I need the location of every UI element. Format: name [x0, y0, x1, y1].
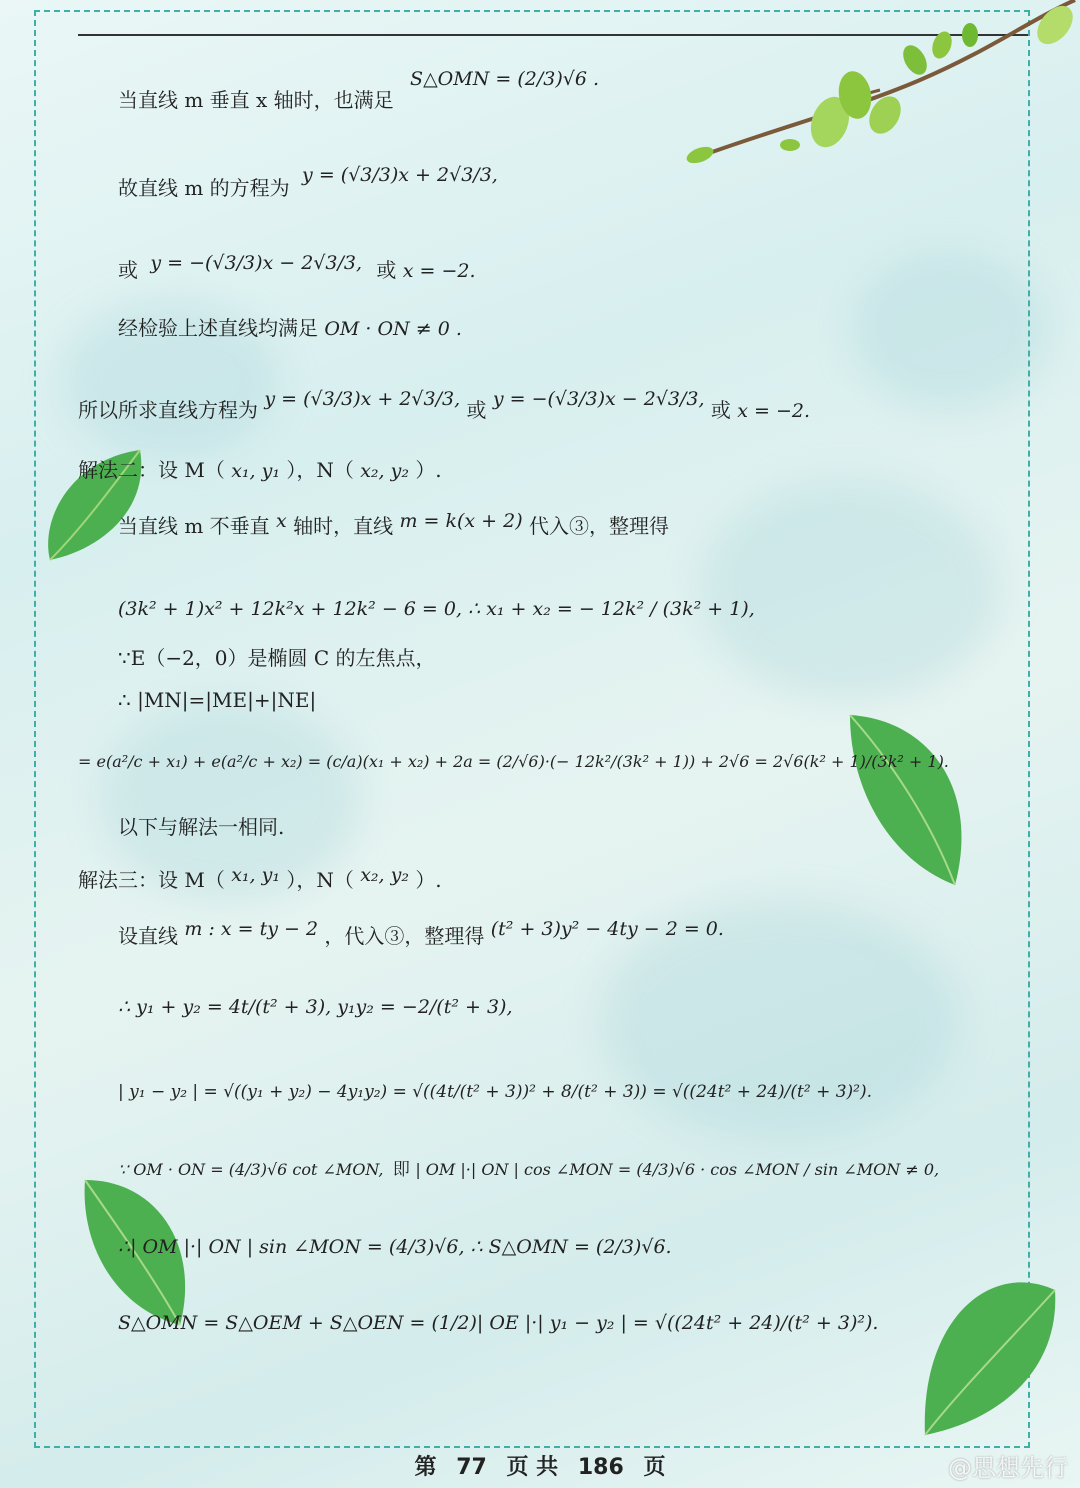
line-text: 或: [466, 398, 487, 422]
line-text: ∵E（−2，0）是椭圆 C 的左焦点，: [118, 646, 436, 670]
text-line: [118, 1310, 878, 1335]
text-line: [118, 510, 670, 539]
line-text: ），N（: [286, 458, 354, 482]
footer-text: 页 共: [506, 1455, 559, 1480]
page-footer: [0, 1450, 1080, 1481]
footer-text: 第: [414, 1455, 437, 1480]
text-line: [118, 68, 600, 113]
math-expression: ∵ OM · ON = (4/3)√6 cot ∠MON,: [118, 1160, 384, 1179]
line-text: 所以所求直线方程为: [78, 398, 258, 422]
math-expression: x₁, y₁: [231, 460, 280, 482]
text-line: [118, 1078, 872, 1102]
text-line: [118, 1160, 939, 1180]
text-line: [78, 458, 442, 483]
math-expression: S△OMN = (2/3)√6 .: [410, 68, 600, 90]
line-text: ）.: [415, 868, 442, 892]
text-line: [118, 164, 498, 201]
math-expression: | OM |·| ON | cos ∠MON = (4/3)√6 · cos ∠MON / sin ∠MON ≠ 0,: [415, 1160, 940, 1179]
text-line: [118, 316, 462, 341]
line-text: ∴ |MN|=|ME|+|NE|: [118, 688, 317, 712]
line-text: ，代入③，整理得: [324, 924, 485, 948]
text-line: [118, 688, 316, 712]
text-line: [118, 1234, 672, 1259]
math-expression: S△OMN = S△OEM + S△OEN = (1/2)| OE |·| y₁ − y₂ | = √((24t² + 24)/(t² + 3)²).: [118, 1312, 879, 1334]
text-line: [118, 994, 513, 1019]
text-line: [118, 646, 436, 670]
line-text: ），N（: [286, 868, 354, 892]
math-expression: ∴ y₁ + y₂ = 4t/(t² + 3), y₁y₂ = −2/(t² + 3),: [118, 996, 513, 1018]
text-line: [78, 752, 949, 772]
line-text: 或: [376, 258, 397, 282]
math-expression: y = −(√3/3)x − 2√3/3,: [492, 388, 705, 410]
text-line: [78, 864, 442, 893]
line-text: 以下与解法一相同.: [118, 815, 285, 839]
text-line: [118, 596, 755, 621]
footer-text: 页: [643, 1455, 666, 1480]
math-expression: (t² + 3)y² − 4ty − 2 = 0.: [490, 918, 724, 940]
math-expression: y = (√3/3)x + 2√3/3,: [264, 388, 461, 410]
line-text: 故直线 m 的方程为: [118, 176, 290, 200]
math-expression: m = k(x + 2): [399, 510, 523, 532]
line-text: 解法三：设 M（: [78, 868, 225, 892]
math-expression: x₁, y₁: [231, 864, 280, 886]
line-text: ）.: [415, 458, 442, 482]
math-expression: OM · ON ≠ 0 .: [324, 318, 462, 340]
page-number: 77: [456, 1455, 487, 1480]
watermark: @思想先行: [948, 1454, 1068, 1482]
math-expression: x = −2.: [402, 260, 476, 282]
math-expression: x₂, y₂: [360, 460, 409, 482]
line-text: 解法二：设 M（: [78, 458, 225, 482]
line-text: 代入③，整理得: [529, 514, 670, 538]
line-text: 或: [710, 398, 731, 422]
math-expression: m : x = ty − 2: [184, 918, 319, 940]
line-text: 当直线 m 不垂直: [118, 514, 270, 538]
text-line: [118, 252, 476, 283]
math-expression: (3k² + 1)x² + 12k²x + 12k² − 6 = 0, ∴ x₁ + x₂ = − 12k² / (3k² + 1),: [118, 598, 755, 620]
leaf-illustration: [840, 700, 980, 900]
line-text: 经检验上述直线均满足: [118, 316, 318, 340]
text-line: [118, 815, 284, 839]
text-line: [118, 918, 724, 949]
line-text: 或: [118, 258, 138, 282]
leaf-illustration: [910, 1260, 1070, 1440]
math-expression: x: [276, 510, 287, 532]
math-expression: y = −(√3/3)x − 2√3/3,: [150, 252, 363, 274]
math-expression: y = (√3/3)x + 2√3/3,: [302, 164, 498, 186]
page-total: 186: [577, 1455, 624, 1480]
line-text: 即: [392, 1160, 410, 1180]
text-line: [78, 388, 811, 423]
line-text: 轴时，直线: [293, 514, 394, 538]
math-expression: ∴| OM |·| ON | sin ∠MON = (4/3)√6, ∴ S△OMN = (2/3)√6.: [118, 1236, 672, 1258]
math-expression: = e(a²/c + x₁) + e(a²/c + x₂) = (c/a)(x₁ + x₂) + 2a = (2/√6)·(− 12k²/(3k² + 1)) + 2√6 = 2√6(k² + 1)/(3k² + 1).: [78, 752, 949, 771]
math-expression: x₂, y₂: [360, 864, 409, 886]
math-expression: | y₁ − y₂ | = √((y₁ + y₂) − 4y₁y₂) = √((4t/(t² + 3))² + 8/(t² + 3)) = √((24t² + 24)/(t² + 3)²).: [118, 1082, 873, 1102]
math-expression: x = −2.: [737, 400, 811, 422]
line-text: 设直线: [118, 924, 178, 948]
line-text: 当直线 m 垂直 x 轴时，也满足: [118, 88, 394, 112]
branch-illustration: [680, 0, 1080, 180]
